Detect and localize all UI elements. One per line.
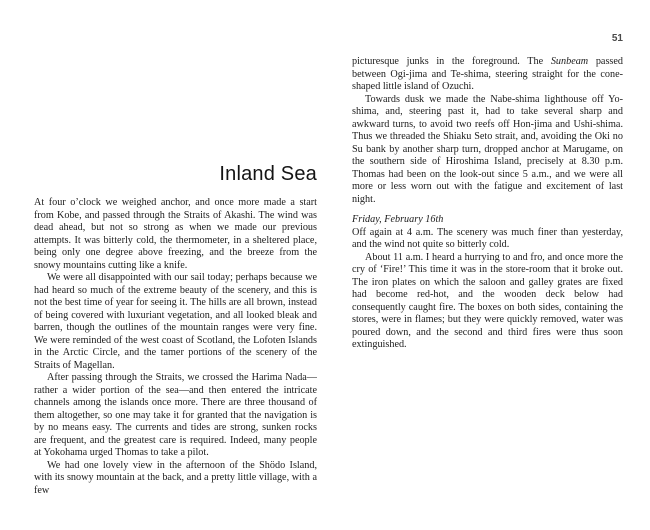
body-paragraph [352, 56, 623, 94]
body-paragraph: At four o’clock we weighed anchor, and once more made a start from Kobe, and passed through the Straits of Akashi. The wind was dead ahead, but not so strong as when we made our previous attempts. It was bitterly cold, the thermometer, in a sheltered place, being only one degree above freezing, and the breeze from the snowy mountains cutting like a knife. [34, 197, 317, 271]
body-paragraph: We were all disappointed with our sail today; perhaps because we had heard so much of the extreme beauty of the scenery, and this is not the best time of year for seeing it. The hills are all brown, instead of being covered with luxuriant vegetation, and all looked bleak and barren, though the outlines of the mountain ranges were very fine. We were reminded of the west coast of Scotland, the Lofoten Islands in the Arctic Circle, and the tamer portions of the scenery of the Straits of Magellan. [34, 272, 317, 371]
date-heading: Friday, February 16th [352, 214, 444, 225]
paragraph-text: passed between Ogi-jima and Te-shima, steering straight for the cone-shaped little island of Ozuchi. [352, 56, 623, 92]
body-paragraph: Off again at 4 a.m. The scenery was much finer than yesterday, and the wind not quite so bitterly cold. [352, 226, 623, 250]
ship-name: Sunbeam [550, 56, 589, 67]
chapter-title: Inland Sea [219, 163, 317, 185]
body-paragraph: After passing through the Straits, we crossed the Harima Nada—rather a wider portion of the sea—and then entered the intricate channels among the islands once more. There are three thousand of them altogether, so one may take it for granted that the navigation is by no means easy. The currents and tides are strong, sunken rocks are frequent, and the greatest care is required. Indeed, many people at Yokohama urged Thomas to take a pilot. [34, 372, 317, 458]
body-paragraph: We had one lovely view in the afternoon of the Shödo Island, with its snowy mountain at the back, and a pretty little village, with a few [34, 459, 317, 496]
page-number: 51 [611, 33, 623, 44]
body-paragraph: Towards dusk we made the Nabe-shima lighthouse off Yo-shima, and, steering past it, had to take several sharp and awkward turns, to avoid two reefs off Hon-jima and Ushi-shima. Thus we threaded the Shiaku Seto strait, and, avoiding the Oki no Su bank by another sharp turn, dropped anchor at Marugame, on the southern side of Hiroshima Island, precisely at 8.30 p.m. Thomas had been on the look-out since 5 a.m., and we were all more or less worn out with the fatigue and excitement of last night. [352, 93, 623, 205]
right-page [352, 0, 623, 352]
left-page [34, 0, 317, 497]
body-paragraph: About 11 a.m. I heard a hurrying to and fro, and once more the cry of ‘Fire!’ This time it was in the store-room that it broke out. The iron plates on which the saloon and galley grates are fixed had become red-hot, and the wooden deck below had consequently caught fire. The boxes on both sides, containing the stores, were in flames; but they were quickly removed, water was poured down, and the second and third fires were thus soon extinguished. [352, 251, 623, 350]
paragraph-text: picturesque junks in the foreground. The [352, 56, 551, 67]
